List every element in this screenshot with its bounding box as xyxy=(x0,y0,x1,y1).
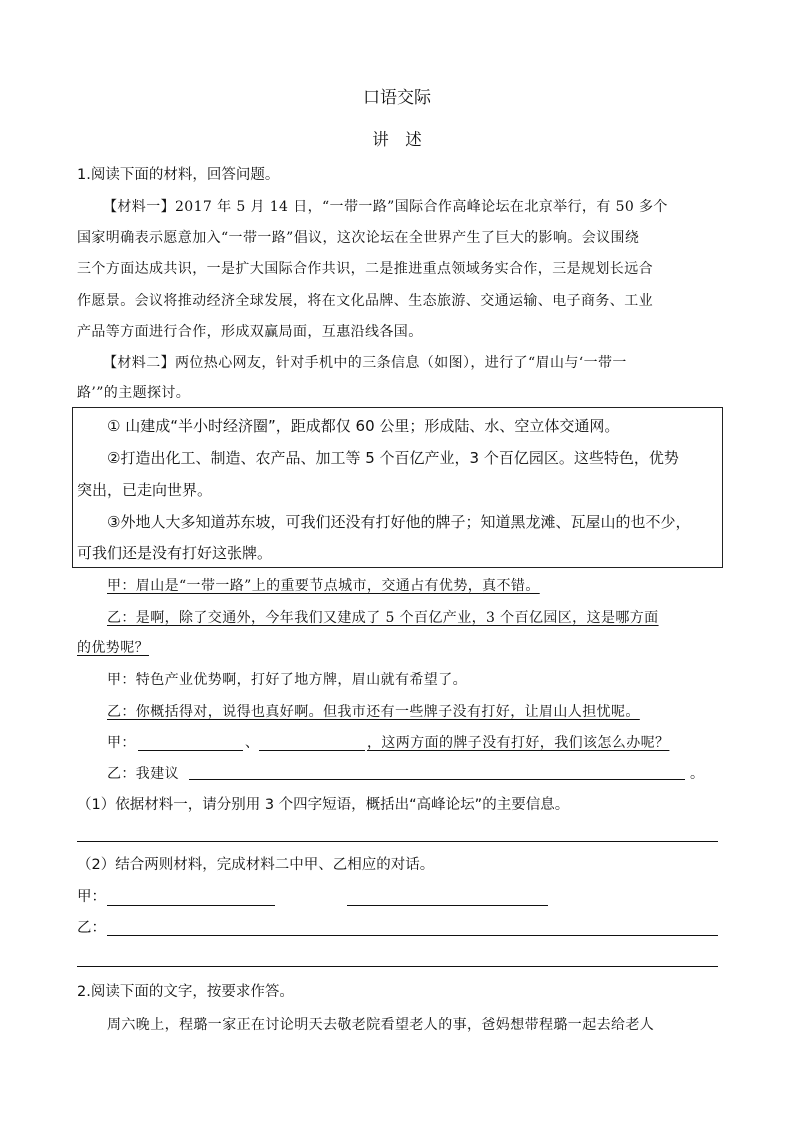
dialogue-yi-3-blank[interactable] xyxy=(189,779,685,780)
page-subtitle: 讲 述 xyxy=(372,130,422,149)
q2-prompt: 2.阅读下面的文字，按要求作答。 xyxy=(77,984,294,1000)
material1-line: 作愿景。会议将推动经济全球发展，将在文化品牌、生态旅游、交通运输、电子商务、工业 xyxy=(77,293,653,309)
info-item-2: ②打造出化工、制造、农产品、加工等 5 个百亿产业，3 个百亿园区。这些特色，优势 xyxy=(107,449,679,467)
dialogue-yi-3-prefix: 乙：我建议 xyxy=(107,766,179,782)
material1-line: 产品等方面进行合作，形成双赢局面，互惠沿线各国。 xyxy=(77,324,423,340)
q2-passage-line: 周六晚上，程璐一家正在讨论明天去敬老院看望老人的事，爸妈想带程璐一起去给老人 xyxy=(107,1017,655,1033)
dialogue-jia-3-suffix: ，这两方面的牌子没有打好，我们该怎么办呢？ xyxy=(367,735,670,751)
dialogue-jia-3-blank-1[interactable] xyxy=(138,750,243,751)
q1-prompt: 1.阅读下面的材料，回答问题。 xyxy=(77,167,280,183)
page-title: 口语交际 xyxy=(363,88,431,108)
dialogue-yi-2: 乙：你概括得对，说得也真好啊。但我市还有一些牌子没有打好，让眉山人担忧呢。 xyxy=(107,704,640,720)
answer-jia-line-2[interactable] xyxy=(347,905,548,906)
dialogue-jia-3-separator: 、 xyxy=(245,735,260,751)
material1-line: 三个方面达成共识，一是扩大国际合作共识，二是推进重点领域务实合作，三是规划长远合 xyxy=(77,261,653,277)
sub-question-2: （2）结合两则材料，完成材料二中甲、乙相应的对话。 xyxy=(77,857,435,873)
answer-yi-line-2[interactable] xyxy=(77,966,718,967)
info-item-3: ③外地人大多知道苏东坡，可我们还没有打好他的牌子；知道黑龙滩、瓦屋山的也不少， xyxy=(107,513,691,531)
info-item-3-cont: 可我们还是没有打好这张牌。 xyxy=(77,544,273,562)
answer-line-sub1[interactable] xyxy=(77,841,718,842)
material1-line: 国家明确表示愿意加入“一带一路”倡议，这次论坛在全世界产生了巨大的影响。会议围绕 xyxy=(77,230,640,246)
sub-question-1: （1）依据材料一，请分别用 3 个四字短语，概括出“高峰论坛”的主要信息。 xyxy=(77,797,570,813)
material2-line: 路’”的主题探讨。 xyxy=(77,385,191,401)
answer-jia-label: 甲： xyxy=(77,889,106,905)
info-item-1: ① 山建成“半小时经济圈”，距成都仅 60 公里；形成陆、水、空立体交通网。 xyxy=(107,417,620,435)
material1-line: 【材料一】2017 年 5 月 14 日，“一带一路”国际合作高峰论坛在北京举行，有 50 多个 xyxy=(103,199,668,215)
answer-yi-line-1[interactable] xyxy=(107,935,718,936)
dialogue-yi-1: 乙：是啊，除了交通外，今年我们又建成了 5 个百亿产业，3 个百亿园区，这是哪方面 xyxy=(107,610,659,626)
dialogue-jia-3-prefix: 甲： xyxy=(107,735,136,751)
dialogue-jia-3-blank-2[interactable] xyxy=(259,750,365,751)
info-item-2-cont: 突出，已走向世界。 xyxy=(77,481,213,499)
dialogue-jia-2: 甲：特色产业优势啊，打好了地方牌，眉山就有希望了。 xyxy=(107,672,467,688)
dialogue-jia-1: 甲：眉山是“一带一路”上的重要节点城市，交通占有优势，真不错。 xyxy=(107,578,540,594)
dialogue-yi-3-suffix: 。 xyxy=(690,766,705,782)
material2-line: 【材料二】两位热心网友，针对手机中的三条信息（如图），进行了“眉山与‘一带一 xyxy=(103,355,627,371)
answer-yi-label: 乙： xyxy=(77,920,106,936)
answer-jia-line-1[interactable] xyxy=(107,905,275,906)
dialogue-yi-1-cont: 的优势呢？ xyxy=(77,640,149,656)
